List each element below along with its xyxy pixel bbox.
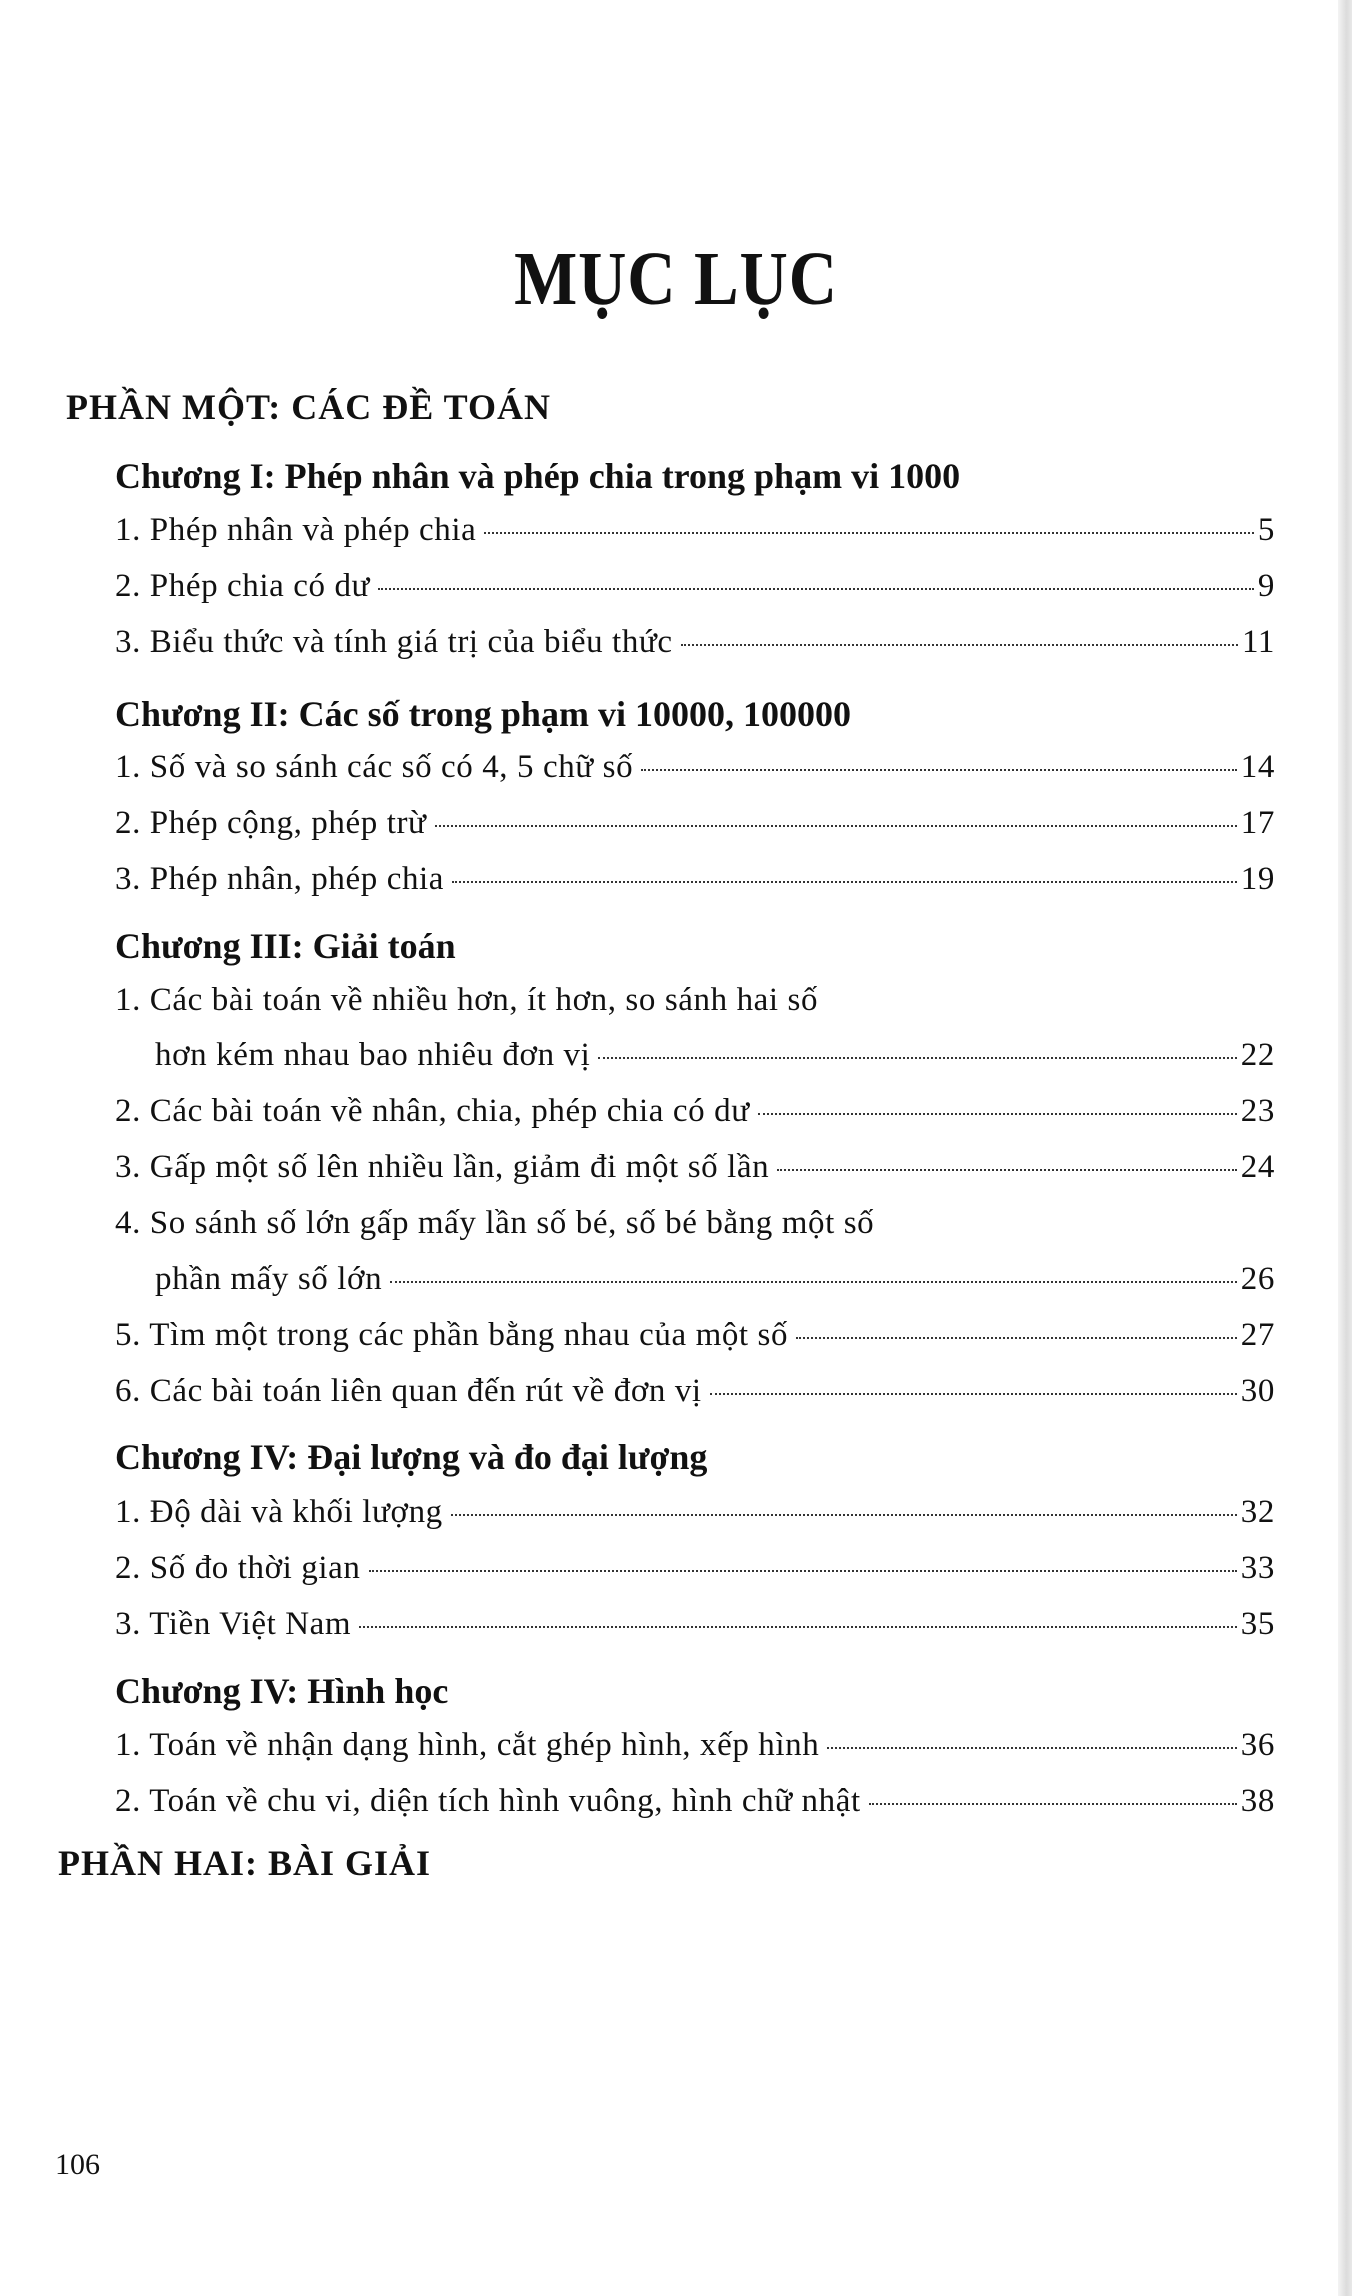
toc-entry[interactable] [115,1093,1275,1130]
entry-text: 2. Phép chia có dư [115,568,371,604]
toc-entry[interactable] [115,861,1275,898]
entry-page: 14 [1240,749,1275,785]
entry-page: 35 [1240,1606,1275,1642]
entry-page: 11 [1242,624,1275,660]
dot-leader [796,1337,1237,1339]
chapter-heading: Chương I: Phép nhân và phép chia trong phạm vi 1000 [115,456,961,496]
entry-page: 17 [1240,805,1275,841]
entry-page: 36 [1240,1727,1275,1763]
toc-entry[interactable] [115,1373,1275,1410]
entry-page: 26 [1240,1261,1275,1297]
entry-page: 27 [1240,1317,1275,1353]
entry-page: 33 [1240,1550,1275,1586]
page-number: 106 [55,2148,100,2181]
toc-entry[interactable] [115,805,1275,842]
chapter-heading: Chương IV: Hình học [115,1671,449,1711]
toc-entry[interactable] [115,624,1275,661]
dot-leader [390,1281,1237,1283]
entry-page: 24 [1240,1149,1275,1185]
dot-leader [598,1057,1236,1059]
dot-leader [369,1570,1237,1572]
entry-text: 5. Tìm một trong các phần bằng nhau của một số [115,1317,789,1353]
entry-text: 2. Số đo thời gian [115,1550,361,1586]
toc-entry[interactable] [115,1606,1275,1643]
page-edge-shadow [1338,0,1352,2296]
chapter-heading: Chương III: Giải toán [115,926,456,966]
dot-leader [641,769,1237,771]
dot-leader [359,1626,1237,1628]
entry-text: phần mấy số lớn [155,1261,383,1297]
dot-leader [484,532,1253,534]
chapter-heading: Chương II: Các số trong phạm vi 10000, 100000 [115,694,851,734]
entry-text: 1. Độ dài và khối lượng [115,1494,443,1530]
toc-entry[interactable] [115,512,1275,549]
entry-text: 2. Các bài toán về nhân, chia, phép chia có dư [115,1093,750,1129]
toc-entry[interactable] [115,749,1275,786]
entry-text: 1. Số và so sánh các số có 4, 5 chữ số [115,749,634,785]
entry-page: 32 [1240,1494,1275,1530]
dot-leader [378,588,1254,590]
entry-page: 30 [1240,1373,1275,1409]
entry-text: hơn kém nhau bao nhiêu đơn vị [155,1037,591,1073]
entry-page: 5 [1257,512,1275,548]
toc-entry[interactable] [115,1783,1275,1820]
toc-entry[interactable] [115,1494,1275,1531]
entry-text: 2. Toán về chu vi, diện tích hình vuông, hình chữ nhật [115,1783,861,1819]
dot-leader [710,1393,1237,1395]
toc-entry[interactable] [115,568,1275,605]
entry-page: 22 [1240,1037,1275,1073]
entry-text: 3. Tiền Việt Nam [115,1606,352,1642]
toc-entry[interactable] [155,1037,1275,1074]
chapter-heading: Chương IV: Đại lượng và đo đại lượng [115,1437,708,1477]
entry-text: 3. Phép nhân, phép chia [115,861,445,897]
entry-text: 1. Phép nhân và phép chia [115,512,477,548]
entry-text: 3. Biểu thức và tính giá trị của biểu thức [115,624,673,660]
part-heading-2: PHẦN HAI: BÀI GIẢI [58,1843,432,1883]
page-title: MỤC LỤC [514,237,838,321]
dot-leader [452,881,1237,883]
toc-entry[interactable] [115,1149,1275,1186]
entry-text-line1[interactable]: 1. Các bài toán về nhiều hơn, ít hơn, so sánh hai số [115,982,819,1018]
entry-text: 2. Phép cộng, phép trừ [115,805,427,841]
dot-leader [827,1747,1236,1749]
entry-text: 3. Gấp một số lên nhiều lần, giảm đi một số lần [115,1149,770,1185]
dot-leader [869,1803,1237,1805]
dot-leader [758,1113,1237,1115]
dot-leader [451,1514,1237,1516]
toc-entry[interactable] [155,1261,1275,1298]
dot-leader [777,1169,1237,1171]
entry-text: 1. Toán về nhận dạng hình, cắt ghép hình, xếp hình [115,1727,820,1763]
part-heading-1: PHẦN MỘT: CÁC ĐỀ TOÁN [66,387,552,427]
dot-leader [681,644,1238,646]
entry-page: 9 [1257,568,1275,604]
entry-page: 23 [1240,1093,1275,1129]
toc-entry[interactable] [115,1727,1275,1764]
dot-leader [435,825,1237,827]
toc-entry[interactable] [115,1317,1275,1354]
entry-text-line1[interactable]: 4. So sánh số lớn gấp mấy lần số bé, số bé bằng một số [115,1205,875,1241]
entry-page: 19 [1240,861,1275,897]
entry-page: 38 [1240,1783,1275,1819]
entry-text: 6. Các bài toán liên quan đến rút về đơn vị [115,1373,702,1409]
toc-entry[interactable] [115,1550,1275,1587]
